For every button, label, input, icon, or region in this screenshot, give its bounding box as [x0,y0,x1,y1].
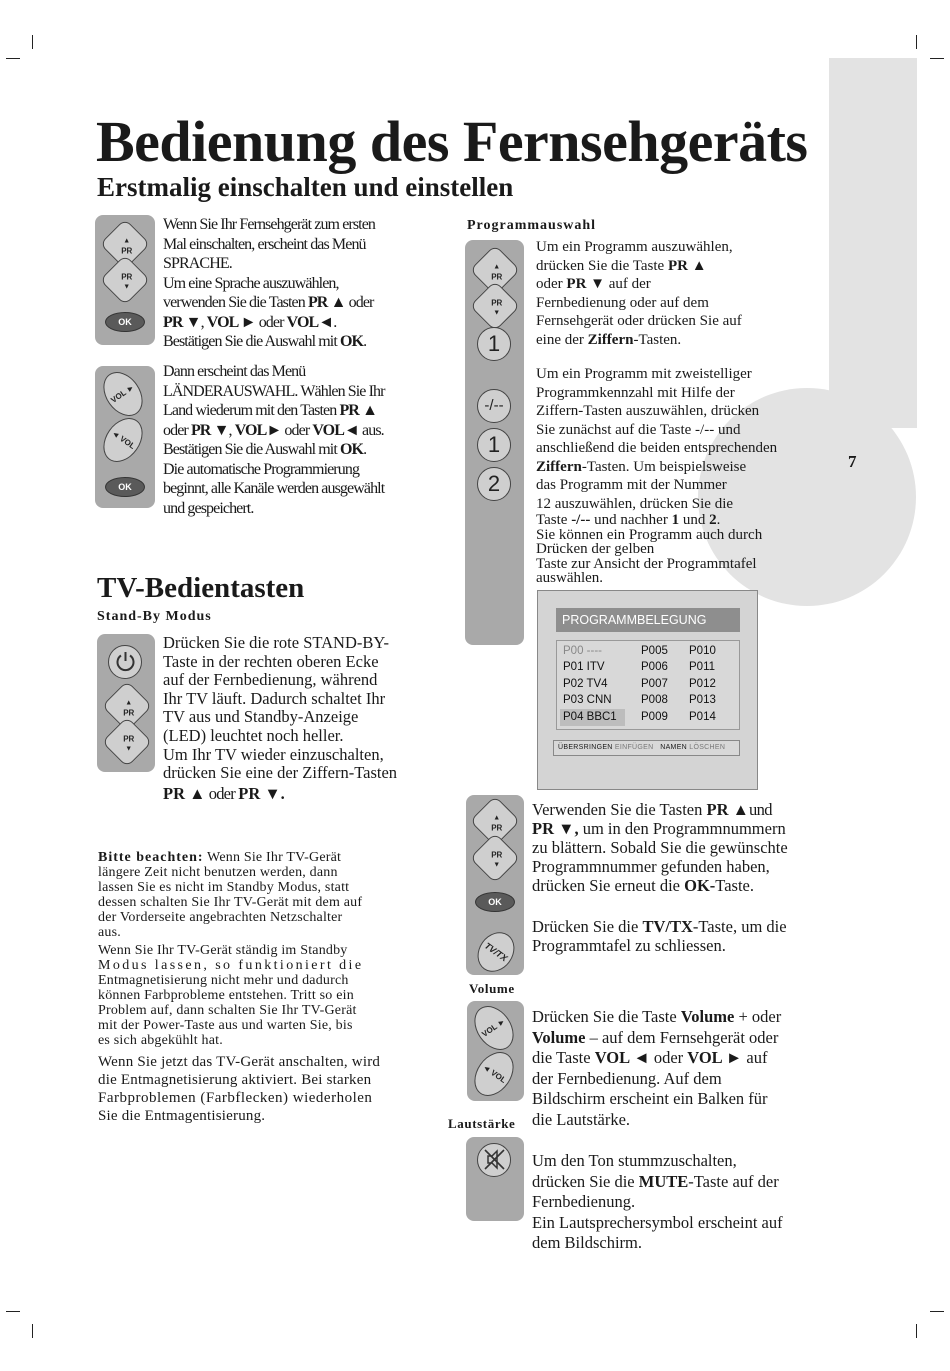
program-select-text: Um ein Programm auszuwählen, drücken Sie die Taste PR ▲ oder PR ▼ auf der Fernbedienung oder auf dem Fernsehgerät oder drücken Sie auf eine der Ziffern-Tasten. [536,239,742,348]
tvtx-button[interactable]: TV/TX [470,925,522,979]
pr-up-button[interactable]: ▲ PR [102,681,153,732]
program-entry[interactable]: P013 [689,694,716,706]
crop-mark [930,58,944,59]
delete-option[interactable]: LÖSCHEN [689,744,726,751]
program-entry[interactable]: P008 [641,694,668,706]
note-text: Bitte beachten: Wenn Sie Ihr TV-Gerät längere Zeit nicht benutzen werden, dann lassen Sie es nicht im Standby Modus, statt dessen schalten Sie Ihr TV-Gerät mit dem auf der Vorderseite angebrachten Netzschalter aus. Wenn Sie Ihr TV-Gerät ständig im Standby Modus lassen, so funktioniert die Entmagnetisierung nicht mehr und dadurch können Farbprobleme entstehen. Tritt so ein Problem auf, dann schalten Sie Ihr TV-Gerät mit der Power-Taste aus und warten Sie, bis es sich abgekühlt hat. Wenn Sie jetzt das TV-Gerät anschalten, wird die Entmagnetisierung aktiviert. Bei starken Farbproblemen (Farbflecken) wiederholen Sie die Entmagentisierung. [98,850,381,1124]
section-title-setup: Erstmalig einschalten und einstellen [97,172,514,202]
program-entry[interactable]: P010 [689,645,716,657]
pr-down-button[interactable]: PR ▼ [470,281,521,332]
program-entry[interactable]: P02 TV4 [563,678,608,690]
program-entry[interactable]: P00 ---- [563,645,602,657]
vol-right-button[interactable]: VOL ► [95,365,150,424]
program-entry[interactable]: P03 CNN [563,694,612,706]
browse-text: Verwenden Sie die Tasten PR ▲und PR ▼, um in den Programmnummern zu blättern. Sobald Sie die gewünschte Programmnummer gefunden haben, drücken Sie erneut die OK-Taste. Drücken Sie die TV/TX-Taste, um die Programmtafel zu schliessen. [532,800,788,955]
dash-button[interactable]: -/-- [477,389,511,423]
ok-button[interactable]: OK [475,892,515,912]
volume-text: Drücken Sie die Taste Volume + oder Volume – auf dem Fernsehgerät oder die Taste VOL ◄ oder VOL ► auf der Fernbedienung. Auf dem Bildschirm erscheint ein Balken für die Lautstärke. [532,1007,782,1129]
insert-option[interactable]: EINFÜGEN [614,744,654,751]
program-table-footer [553,740,740,756]
program-entry[interactable]: P04 BBC1 [563,711,617,723]
program-heading: Programmauswahl [467,218,597,233]
name-option[interactable]: NAMEN [660,744,688,751]
program-twodigit-text: Um ein Programm mit zweistelliger Programmkennzahl mit Hilfe der Ziffern-Tasten auszuwählen, drücken Sie zunächst auf die Taste -/-- und anschließend die beiden entsprechenden Ziffern-Tasten. Um beispielsweise das Programm mit der Nummer 12 auszuwählen, drücken Sie die Taste -/-- und nachher 1 und 2. Sie können ein Programm auch durch Drücken der gelben Taste zur Ansicht der Programmtafel auswählen. [536,366,778,586]
power-icon [110,646,141,677]
power-button[interactable] [108,645,142,679]
program-entry[interactable]: P012 [689,678,716,690]
digit-2-button[interactable]: 2 [477,467,511,501]
side-tab [829,58,917,428]
program-entry[interactable]: P009 [641,711,668,723]
skip-option[interactable]: ÜBERSRINGEN [558,744,613,751]
digit-1-button[interactable]: 1 [477,428,511,462]
vol-right-button[interactable]: VOL ► [466,999,521,1058]
crop-mark [916,35,917,49]
crop-mark [916,1324,917,1338]
pr-down-button[interactable]: PR ▼ [100,255,151,306]
mute-button[interactable] [477,1143,511,1177]
crop-mark [32,35,33,49]
page-number: 7 [848,452,857,471]
program-entry[interactable]: P006 [641,661,668,673]
mute-label: Lautstärke [448,1116,516,1131]
program-entry[interactable]: P007 [641,678,668,690]
setup-language-text: Wenn Sie Ihr Fernsehgerät zum ersten Mal einschalten, erscheint das Menü SPRACHE. Um eine Sprache auszuwählen, verwenden Sie die Tasten PR ▲ oder PR ▼, VOL ► oder VOL◄. Bestätigen Sie die Auswahl mit OK. [163,216,376,350]
ok-button[interactable]: OK [105,477,145,497]
crop-mark [32,1324,33,1338]
crop-mark [6,1311,20,1312]
pr-up-button[interactable]: ▲ PR [100,219,151,270]
pr-down-button[interactable]: PR ▼ [102,717,153,768]
program-entry[interactable]: P01 ITV [563,661,605,673]
crop-mark [6,58,20,59]
ok-button[interactable]: OK [105,312,145,332]
pr-up-button[interactable]: ▲ PR [470,245,521,296]
mute-speaker-icon [479,1144,510,1175]
pr-up-button[interactable]: ▲ PR [470,796,521,847]
standby-heading: Stand-By Modus [97,609,212,624]
vol-left-button[interactable]: ◄ VOL [95,411,150,470]
mute-text: Um den Ton stummzuschalten, drücken Sie die MUTE-Taste auf der Fernbedienung. Ein Lautsprechersymbol erscheint auf dem Bildschirm. [532,1151,783,1252]
program-entry[interactable]: P005 [641,645,668,657]
program-table-title: PROGRAMMBELEGUNG [556,608,740,632]
setup-country-text: Dann erscheint das Menü LÄNDERAUSWAHL. Wählen Sie Ihr Land wiederum mit den Tasten PR ▲ oder PR ▼, VOL► oder VOL◄ aus. Bestätigen Sie die Auswahl mit OK. Die automatische Programmierung beginnt, alle Kanäle werden ausgewählt und gespeichert. [163,363,385,517]
page-title: Bedienung des Fernsehgeräts [96,109,808,174]
program-entry[interactable]: P014 [689,711,716,723]
crop-mark [930,1311,944,1312]
pr-down-button[interactable]: PR ▼ [470,833,521,884]
program-entry[interactable]: P011 [689,661,716,673]
vol-left-button[interactable]: ◄ VOL [466,1045,521,1104]
standby-text: Drücken Sie die rote STAND-BY- Taste in der rechten oberen Ecke auf der Fernbedienung, während Ihr TV läuft. Dadurch schaltet Ihr TV aus und Standby-Anzeige (LED) leuchtet noch heller. Um Ihr TV wieder einzuschalten, drücken Sie eine der Ziffern-Tasten PR ▲ oder PR ▼. [163,633,398,803]
volume-label: Volume [469,981,515,996]
digit-1-button[interactable]: 1 [477,327,511,361]
section-title-tv-buttons: TV-Bedientasten [97,572,305,604]
